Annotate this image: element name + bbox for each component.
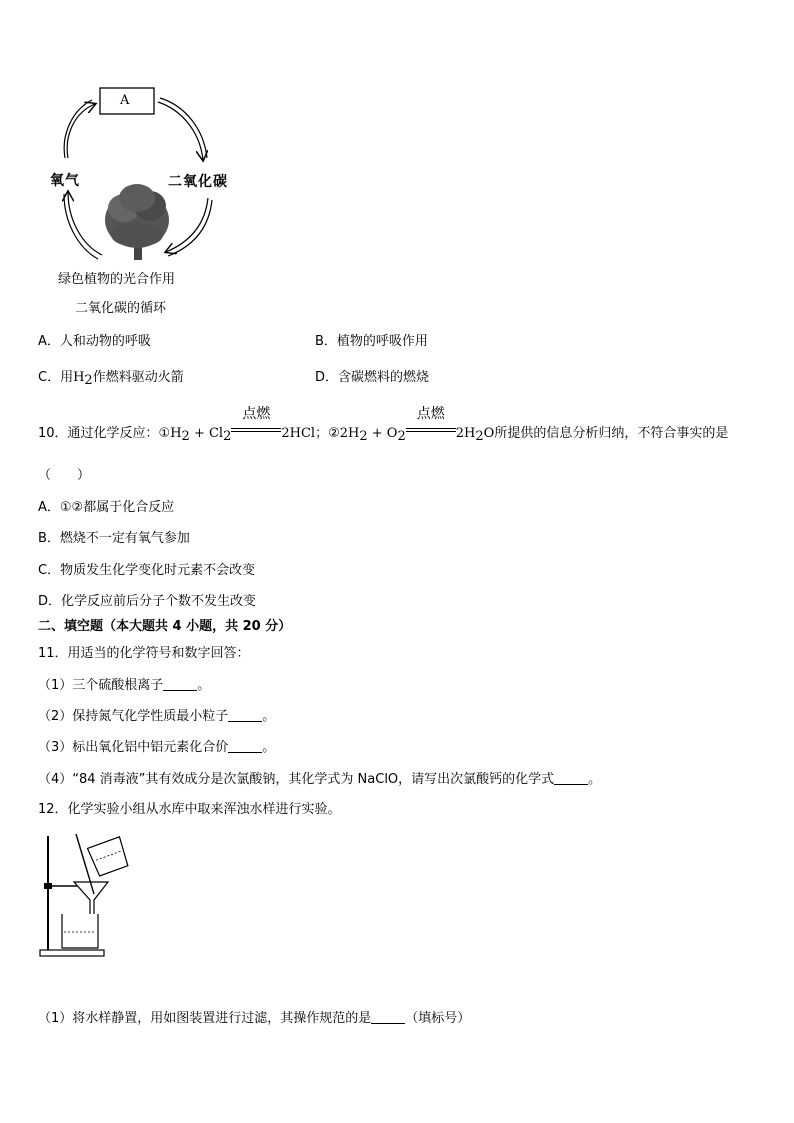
q12-stem: 12．化学实验小组从水库中取来浑浊水样进行实验。 [38, 802, 341, 817]
arrow-co2-to-tree [166, 198, 208, 252]
q10-r1-cl: + Cl [189, 426, 224, 441]
q12-sub1-text: （1）将水样静置，用如图装置进行过滤，其操作规范的是 [38, 1011, 372, 1026]
clamp-knob [44, 883, 52, 889]
answer-blank[interactable] [371, 1011, 405, 1024]
arrow-a-to-co2-line2 [160, 98, 207, 158]
q10-r2-h-sub: 2 [359, 429, 368, 444]
box-a-label: A [120, 93, 130, 108]
q9-option-d: D．含碳燃料的燃烧 [315, 370, 430, 385]
q11-stem: 11．用适当的化学符号和数字回答： [38, 646, 250, 661]
q10-option-b: B．燃烧不一定有氧气参加 [38, 531, 190, 546]
q11-item-3-end: 。 [262, 740, 276, 755]
figure-title: 二氧化碳的循环 [75, 301, 167, 316]
q10-stem [38, 406, 729, 446]
q10-r1-condition-label: 点燃 [242, 406, 271, 422]
co2-label: 二氧化碳 [168, 174, 228, 190]
filtration-apparatus [36, 832, 136, 962]
q10-separator: ；② [315, 426, 340, 441]
q11-item-4-end: 。 [588, 772, 602, 787]
q10-r2-product-sub: 2 [475, 429, 484, 444]
q9-option-c-suffix: 作燃料驱动火箭 [92, 370, 184, 385]
q10-r2-o-sub: 2 [397, 429, 406, 444]
q10-r1-condition [231, 406, 281, 439]
q10-option-d: D．化学反应前后分子个数不发生改变 [38, 594, 257, 609]
q9-option-a: A．人和动物的呼吸 [38, 334, 151, 349]
q10-r1-cl-sub: 2 [223, 429, 232, 444]
q11-item-2-text: （2）保持氮气化学性质最小粒子 [38, 709, 229, 724]
q10-r2-condition-label: 点燃 [416, 406, 445, 422]
q10-r1-h: H [170, 426, 182, 441]
q11-item-4 [38, 771, 601, 789]
q9-option-c [38, 369, 184, 390]
q11-item-1 [38, 677, 210, 695]
oxygen-label: 氧气 [50, 173, 80, 189]
filtration-diagram [36, 832, 136, 962]
q10-tail: 所提供的信息分析归纳，不符合事实的是 [494, 426, 729, 441]
answer-blank[interactable] [228, 709, 262, 722]
stand-base [40, 950, 104, 956]
q10-r2-product: 2H [455, 426, 476, 441]
q10-r2-h: 2H [339, 426, 360, 441]
figure-caption: 绿色植物的光合作用 [58, 272, 176, 287]
q11-item-2 [38, 708, 275, 726]
arrow-oxygen-to-a-line2 [64, 100, 92, 158]
q10-option-a: A．①②都属于化合反应 [38, 500, 175, 515]
section-heading: 二、填空题（本大题共 4 小题，共 20 分） [38, 619, 292, 634]
q11-item-1-end: 。 [197, 678, 211, 693]
q9-option-c-prefix: C．用 [38, 370, 74, 385]
answer-blank[interactable] [554, 772, 588, 785]
q11-item-3-text: （3）标出氧化铝中铝元素化合价 [38, 740, 229, 755]
q10-answer-paren: （ ） [38, 468, 91, 483]
carbon-cycle-figure [40, 80, 260, 270]
q10-r1-h-sub: 2 [181, 429, 190, 444]
answer-blank[interactable] [228, 740, 262, 753]
q10-r2-o: + O [367, 426, 398, 441]
tree-icon [105, 184, 169, 260]
q10-r1-product: 2HCl [281, 426, 316, 441]
arrow-a-to-co2 [158, 102, 203, 160]
q10-number: 10．通过化学反应：① [38, 426, 171, 441]
q11-item-4-text: （4）“84 消毒液”其有效成分是次氯酸钠，其化学式为 NaClO，请写出次氯酸钙的化学式 [38, 772, 555, 787]
q12-sub1 [38, 1010, 470, 1028]
q11-item-1-text: （1）三个硫酸根离子 [38, 678, 164, 693]
answer-blank[interactable] [163, 678, 197, 691]
funnel [74, 882, 108, 918]
q9-option-b: B．植物的呼吸作用 [315, 334, 428, 349]
q11-item-2-end: 。 [262, 709, 276, 724]
q10-r2-condition [406, 406, 456, 439]
pouring-beaker [87, 837, 129, 877]
q11-item-3 [38, 739, 275, 757]
q9-option-c-formula-sub: 2 [84, 373, 93, 388]
receiving-beaker [62, 914, 98, 948]
q10-r2-product-end: O [483, 426, 495, 441]
q9-option-c-formula: H [73, 370, 85, 385]
q12-sub1-end: （填标号） [405, 1011, 471, 1026]
arrow-oxygen-to-a [67, 104, 95, 158]
q10-option-c: C．物质发生化学变化时元素不会改变 [38, 563, 256, 578]
arrow-tree-to-oxygen [68, 192, 102, 255]
